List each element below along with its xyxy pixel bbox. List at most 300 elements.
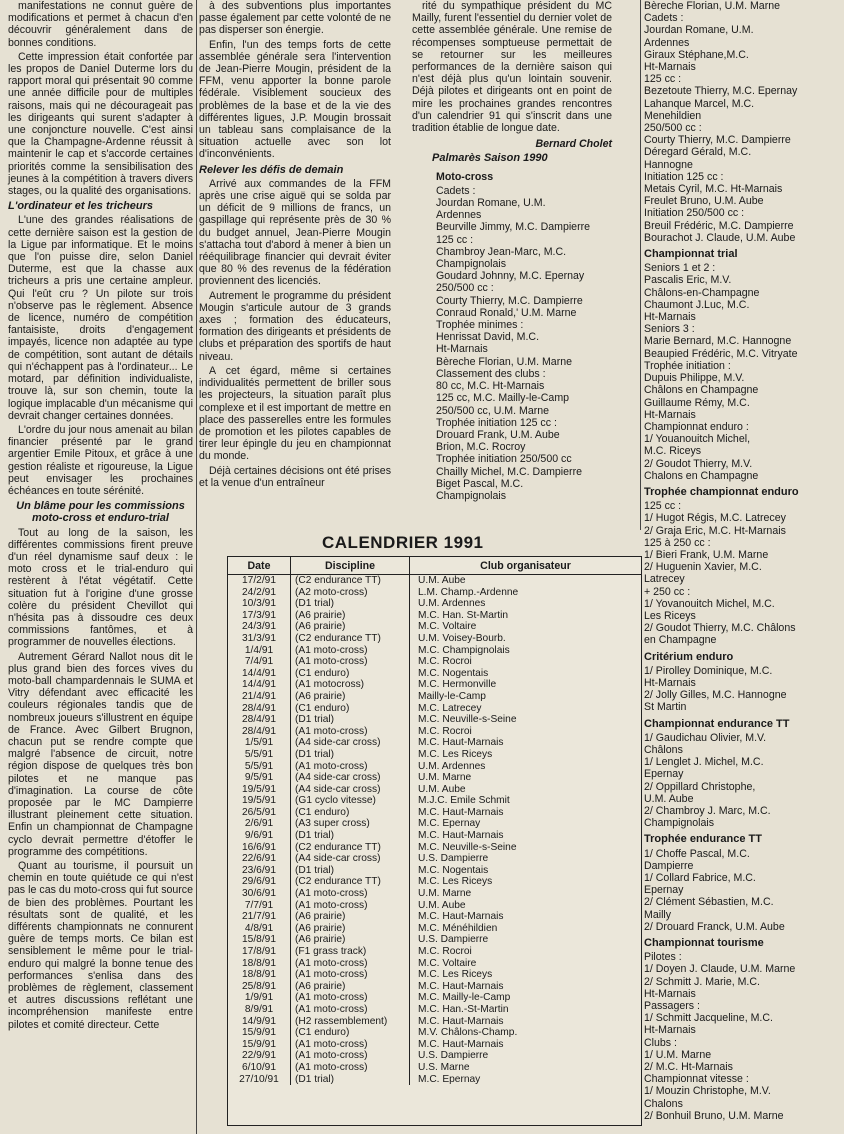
palmares-line: M.C. Riceys — [644, 445, 702, 458]
event-club: M.C. Haut-Marnais — [418, 911, 504, 923]
palmares-line: 1/ Youanouitch Michel, — [644, 433, 751, 446]
palmares-line: Trophée initiation : — [644, 359, 731, 372]
event-date: 2/6/91 — [228, 818, 291, 830]
event-date: 8/9/91 — [228, 1004, 291, 1016]
calendar-table — [228, 557, 641, 1085]
header-date: Date — [228, 557, 291, 575]
event-date: 30/6/91 — [228, 888, 291, 900]
event-discipline: (A1 moto-cross) — [291, 1004, 410, 1016]
event-date: 5/5/91 — [228, 749, 291, 761]
event-discipline: (A1 moto-cross) — [291, 969, 410, 981]
event-club: U.S. Marne — [418, 1061, 470, 1073]
palmares-line: 1/ Doyen J. Claude, U.M. Marne — [644, 963, 796, 976]
palmares-line: Cadets : — [644, 12, 684, 25]
event-date: 15/9/91 — [228, 1039, 291, 1051]
palmares-line: Ht-Marnais — [644, 1024, 696, 1037]
calendar-row — [228, 656, 641, 668]
palmares-line: Breuil Frédéric, M.C. Dampierre — [644, 219, 794, 232]
calendar-row — [228, 981, 641, 993]
palmares-line: Classement des clubs : — [436, 367, 546, 380]
palmares-line: Bèreche Florian, U.M. Marne — [644, 0, 781, 12]
palmares-line: St Martin — [644, 701, 687, 714]
palmares-line: Ht-Marnais — [644, 408, 696, 421]
palmares-line: 1/ Gaudichau Olivier, M.V. — [644, 731, 767, 744]
calendar-row — [228, 691, 641, 703]
article-column-1 — [8, 0, 193, 1033]
event-club: M.C. Neuville-s-Seine — [418, 841, 517, 853]
palmares-line: Pascalis Eric, M.V. — [644, 274, 732, 287]
palmares-line: 80 cc, M.C. Ht-Marnais — [436, 380, 545, 393]
event-club: U.M. Marne — [418, 888, 472, 900]
palmares-line: 2/ Jolly Gilles, M.C. Hannogne — [644, 689, 787, 702]
event-club: M.C. Rocroi — [418, 725, 472, 737]
event-date: 28/4/91 — [228, 714, 291, 726]
palmares-line: Chalons — [644, 1097, 683, 1110]
palmares-title: Palmarès Saison 1990 — [432, 152, 548, 165]
event-discipline: (A6 prairie) — [291, 691, 410, 703]
calendar-row — [228, 934, 641, 946]
palmares-line: Epernay — [644, 884, 684, 897]
event-date: 24/3/91 — [228, 621, 291, 633]
palmares-line: 125 cc : — [644, 73, 682, 86]
calendar-row — [228, 703, 641, 715]
calendar-row — [228, 575, 641, 587]
palmares-line: Champignolais — [644, 817, 715, 830]
event-club: U.S. Dampierre — [418, 1050, 489, 1062]
calendar-row — [228, 679, 641, 691]
calendar-row — [228, 1027, 641, 1039]
calendar-row — [228, 737, 641, 749]
category-heading: Championnat trial — [644, 248, 738, 261]
event-club: M.C. Epernay — [418, 1073, 481, 1085]
calendar-row — [228, 1074, 641, 1086]
event-date: 21/7/91 — [228, 911, 291, 923]
palmares-list — [412, 185, 612, 502]
palmares-line: Bezetoute Thierry, M.C. Epernay — [644, 85, 798, 98]
palmares-line: Brion, M.C. Rocroy — [436, 441, 526, 454]
palmares-line: 125 cc, M.C. Mailly-le-Camp — [436, 392, 570, 405]
palmares-line: Mailly — [644, 908, 672, 921]
column-rule — [196, 0, 197, 1134]
event-club: M.C. Rocroi — [418, 946, 472, 957]
calendar-body — [228, 575, 641, 1086]
event-date: 23/6/91 — [228, 865, 291, 877]
event-club: M.C. Ménéhildien — [418, 922, 498, 934]
event-discipline: (C2 endurance TT) — [291, 575, 410, 587]
palmares-line: Epernay — [644, 768, 684, 781]
palmares-line: Drouard Frank, U.M. Aube — [436, 428, 560, 441]
palmares-line: Chalons en Champagne — [644, 469, 759, 482]
palmares-line: Biget Pascal, M.C. — [436, 477, 524, 490]
paragraph: Quant au tourisme, il poursuit un chemin en toute quiétude ce qui n'est pas le cas du moto-cross qui fut source de bien des problèmes. Pourtant les résultats sont de qualité, et les différents championnats ne connurent guère de temps morts. Ce bilan est sensiblement le même pour le trial-enduro qui malgré la bonne tenue des performances s'enlisa dans des problèmes de règlement, classement et autres discussions reflétant une incompréhension manifeste entre pilotes et comité directeur. Cette — [8, 860, 193, 1031]
palmares-line: Jourdan Romane, U.M. — [644, 24, 754, 37]
palmares-line: Chambroy Jean-Marc, M.C. — [436, 245, 567, 258]
palmares-line: 2/ Drouard Franck, U.M. Aube — [644, 920, 785, 933]
event-club: M.C. Rocroi — [418, 656, 472, 668]
calendar-row — [228, 830, 641, 842]
event-club: M.V. Châlons-Champ. — [418, 1027, 518, 1039]
event-discipline: (F1 grass track) — [291, 946, 410, 958]
palmares-line: U.M. Aube — [644, 792, 694, 805]
calendar-row — [228, 992, 641, 1004]
palmares-line: 2/ Graja Eric, M.C. Ht-Marnais — [644, 524, 786, 537]
event-club: U.M. Aube — [418, 575, 466, 586]
palmares-line: Courty Thierry, M.C. Dampierre — [436, 294, 583, 307]
event-date: 5/5/91 — [228, 761, 291, 773]
palmares-line: 1/ Choffe Pascal, M.C. — [644, 847, 750, 860]
palmares-line: Freulet Bruno, U.M. Aube — [644, 195, 764, 208]
paragraph: Déjà certaines décisions ont été prises et la venue d'un entraîneur — [199, 464, 391, 489]
event-date: 9/5/91 — [228, 772, 291, 784]
palmares-line: Jourdan Romane, U.M. — [436, 197, 546, 210]
event-date: 25/8/91 — [228, 981, 291, 993]
event-club: U.M. Ardennes — [418, 760, 486, 772]
calendar-row — [228, 726, 641, 738]
palmares-line: Hannogne — [644, 158, 693, 171]
event-discipline: (C1 enduro) — [291, 703, 410, 715]
palmares-line: Lahanque Marcel, M.C. — [644, 97, 755, 110]
palmares-line: Metais Cyril, M.C. Ht-Marnais — [644, 183, 783, 196]
palmares-line: 1/ Collard Fabrice, M.C. — [644, 872, 756, 885]
event-club: M.C. Nogentais — [418, 667, 489, 679]
palmares-line: Championnat vitesse : — [644, 1073, 749, 1086]
event-date: 16/6/91 — [228, 842, 291, 854]
event-discipline: (A1 moto-cross) — [291, 726, 410, 738]
event-club: M.C. Hermonville — [418, 679, 497, 691]
event-discipline: (A4 side-car cross) — [291, 784, 410, 796]
calendar-row — [228, 668, 641, 680]
paragraph: A cet égard, même si certaines individualités permettent de briller sous les projecteurs, la situation paraît plus complexe et il est important de mettre en place des passerelles entre les formules de promotion et les pilotes capables de tirer leur épingle du jeu en championnat du monde. — [199, 364, 391, 463]
event-discipline: (A6 prairie) — [291, 621, 410, 633]
palmares-line: Cadets : — [436, 184, 476, 197]
event-club: M.C. Han.-St-Martin — [418, 1003, 509, 1015]
palmares-line: Chaumont J.Luc, M.C. — [644, 298, 750, 311]
event-discipline: (A6 prairie) — [291, 911, 410, 923]
palmares-line: Ht-Marnais — [644, 676, 696, 689]
palmares-line: Guillaume Rémy, M.C. — [644, 396, 750, 409]
paragraph: L'une des grandes réalisations de cette dernière saison est la gestion de la Ligue par informatique. Et le moins que l'on puisse dire, selon Daniel Duterme, est que la chasse aux tricheurs a pris une certaine ampleur. Qui l'eût cru ? Un pilote sur trois n'observe pas le règlement. Absence de licence, numéro de compétition fantaisiste, droits d'engagement impayés, licence non adaptée au type de compétition, sont autant de détails qui n'échappent pas à l'ordinateur... Le motard, par définition individualiste, trouve là, sur son chemin, toute la logique implacable d'un mécanisme qui devrait changer certaines données. — [8, 214, 193, 422]
event-date: 21/4/91 — [228, 691, 291, 703]
calendar-row — [228, 1039, 641, 1051]
calendar-row — [228, 946, 641, 958]
calendar-row — [228, 842, 641, 854]
paragraph: rité du sympathique président du MC Mailly, furent l'essentiel du dernier volet de cette assemblée générale. Une remise de récompenses somptueuse permettait de se retourner sur les meilleures performances de la dernière saison qui n'est déjà plus qu'un lointain souvenir. Déjà pilotes et dirigeants ont en point de mire les prochaines grandes rencontres d'un calendrier 91 qui s'inscrit dans une tradition établie de longue date. — [412, 0, 612, 135]
event-club: U.S. Dampierre — [418, 934, 489, 946]
calendar-row — [228, 610, 641, 622]
palmares-line: Clubs : — [644, 1036, 677, 1049]
paragraph: à des subventions plus importantes passe également par cette volonté de ne pas disperser son énergie. — [199, 0, 391, 37]
event-date: 17/3/91 — [228, 610, 291, 622]
event-discipline: (H2 rassemblement) — [291, 1016, 410, 1028]
palmares-line: 1/ Yovanouitch Michel, M.C. — [644, 597, 775, 610]
event-date: 19/5/91 — [228, 795, 291, 807]
event-discipline: (A4 side-car cross) — [291, 853, 410, 865]
event-date: 22/9/91 — [228, 1050, 291, 1062]
event-date: 24/2/91 — [228, 587, 291, 599]
event-discipline: (A1 moto-cross) — [291, 761, 410, 773]
event-club: M.C. Haut-Marnais — [418, 806, 504, 818]
event-club: U.M. Marne — [418, 772, 472, 784]
event-club: M.C. Nogentais — [418, 864, 489, 876]
palmares-line: 250/500 cc : — [436, 282, 494, 295]
paragraph: Enfin, l'un des temps forts de cette assemblée générale sera l'intervention de Jean-Pierre Mougin, président de la FFM, venu apporter la bonne parole fédérale. Visiblement soucieux des problèmes de la base et de la vie des différentes ligues, J.P. Mougin brossait un tableau sans complaisance de la situation actuelle avec son lot d'inconvénients. — [199, 38, 391, 161]
event-discipline: (A2 moto-cross) — [291, 587, 410, 599]
event-discipline: (A1 moto-cross) — [291, 645, 410, 657]
event-discipline: (A6 prairie) — [291, 934, 410, 946]
calendar-row — [228, 621, 641, 633]
palmares-line: 2/ Clément Sébastien, M.C. — [644, 896, 774, 909]
paragraph: L'ordre du jour nous amenait au bilan financier présenté par le grand argentier Emile Pitoux, et grâce à une gestion réaliste et rigoureuse, la Ligue peut envisager les prochaines échéances en toute sérénité. — [8, 423, 193, 497]
event-club: M.C. Les Riceys — [418, 969, 493, 981]
palmares-line: 2/ Oppillard Christophe, — [644, 780, 756, 793]
palmares-line: 1/ Lenglet J. Michel, M.C. — [644, 756, 764, 769]
event-date: 1/4/91 — [228, 645, 291, 657]
event-discipline: (D1 trial) — [291, 830, 410, 842]
palmares-line: Ht-Marnais — [436, 343, 488, 356]
event-club: M.C. Latrecey — [418, 702, 482, 714]
palmares-list — [644, 0, 840, 1122]
calendar-title: CALENDRIER 1991 — [322, 533, 484, 552]
event-date: 19/5/91 — [228, 784, 291, 796]
event-date: 15/9/91 — [228, 1027, 291, 1039]
event-club: M.C. Epernay — [418, 818, 481, 830]
header-discipline: Discipline — [291, 557, 410, 575]
palmares-line: Champignolais — [436, 489, 507, 502]
event-discipline: (C1 enduro) — [291, 668, 410, 680]
palmares-line: en Champagne — [644, 634, 717, 647]
palmares-line: Ardennes — [644, 36, 690, 49]
event-date: 28/4/91 — [228, 703, 291, 715]
event-discipline: (A1 moto-cross) — [291, 1050, 410, 1062]
event-discipline: (C2 endurance TT) — [291, 842, 410, 854]
event-club: M.J.C. Emile Schmit — [418, 795, 510, 807]
event-club: M.C. Haut-Marnais — [418, 737, 504, 749]
section-heading: Relever les défis de demain — [199, 163, 344, 176]
calendar-row — [228, 969, 641, 981]
event-discipline: (A1 moto-cross) — [291, 958, 410, 970]
column-rule — [640, 0, 641, 530]
section-heading: Un blâme pour les commissions moto-cross et enduro-trial — [16, 500, 185, 525]
event-discipline: (G1 cyclo vitesse) — [291, 795, 410, 807]
palmares-line: 1/ U.M. Marne — [644, 1048, 712, 1061]
event-club: U.S. Dampierre — [418, 853, 489, 865]
event-discipline: (D1 trial) — [291, 865, 410, 877]
palmares-line: Dampierre — [644, 859, 694, 872]
event-date: 26/5/91 — [228, 807, 291, 819]
event-discipline: (A1 moto-cross) — [291, 888, 410, 900]
event-club: U.M. Ardennes — [418, 598, 486, 610]
palmares-line: 2/ Goudot Thierry, M.C. Châlons — [644, 622, 796, 635]
palmares-column — [644, 0, 840, 1122]
palmares-line: Châlons-en-Champagne — [644, 286, 760, 299]
palmares-line: Champignolais — [436, 258, 507, 271]
event-date: 15/8/91 — [228, 934, 291, 946]
event-club: L.M. Champ.-Ardenne — [418, 586, 519, 598]
paragraph: Arrivé aux commandes de la FFM après une crise aiguë qui se solda par un déficit de 9 millions de francs, un gaspillage qui représente près de 30 % du budget annuel, Jean-Pierre Mougin s'attacha tout d'abord à mener à bien un rééquilibrage financier qui devrait éviter que 80 % des revenus de la fédération proviennent des licenciés. — [199, 177, 391, 288]
event-date: 14/4/91 — [228, 679, 291, 691]
calendar-row — [228, 818, 641, 830]
palmares-line: 1/ Schmitt Jacqueline, M.C. — [644, 1012, 773, 1025]
palmares-line: Ht-Marnais — [644, 61, 696, 74]
event-discipline: (A1 moto-cross) — [291, 656, 410, 668]
event-date: 1/9/91 — [228, 992, 291, 1004]
event-date: 9/6/91 — [228, 830, 291, 842]
palmares-line: + 250 cc : — [644, 585, 691, 598]
event-date: 31/3/91 — [228, 633, 291, 645]
palmares-line: Déregard Gérald, M.C. — [644, 146, 752, 159]
calendar-row — [228, 598, 641, 610]
event-club: M.C. Les Riceys — [418, 748, 493, 760]
author-signature: Bernard Cholet — [535, 138, 612, 151]
palmares-line: Pilotes : — [644, 951, 682, 964]
event-date: 14/4/91 — [228, 668, 291, 680]
paragraph: Autrement Gérard Nallot nous dit le plus grand bien des forces vives du moto-ball champardennais le SUMA et Vitry défendant avec efficacité les couleurs régionales tandis que de nombreux joueurs s'illustrent en équipe de France. Avec Gilbert Brugnon, chacun put se rendre compte que malgré l'absence de circuit, notre région dispose de quelques très bon pilotes et ne manque pas d'imagination. La course de côte proposée par le MC Dampierre illustrant pleinement cette situation. Enfin un championnat de Champagne cyclo devrait permettre d'étoffer le programme des compétitions. — [8, 650, 193, 858]
calendar-row — [228, 900, 641, 912]
palmares-line: Giraux Stéphane,M.C. — [644, 48, 749, 61]
palmares-line: 2/ M.C. Ht-Marnais — [644, 1061, 733, 1074]
event-discipline: (A1 motocross) — [291, 679, 410, 691]
palmares-line: Seniors 1 et 2 : — [644, 262, 716, 275]
calendar-header-row — [228, 557, 641, 575]
palmares-line: Bourachot J. Claude, U.M. Aube — [644, 231, 796, 244]
event-club: M.C. Haut-Marnais — [418, 1038, 504, 1050]
category-heading: Championnat tourisme — [644, 937, 764, 950]
event-club: M.C. Neuville-s-Seine — [418, 714, 517, 726]
palmares-line: Passagers : — [644, 1000, 700, 1013]
calendar-row — [228, 1016, 641, 1028]
event-discipline: (C1 enduro) — [291, 807, 410, 819]
event-date: 18/8/91 — [228, 969, 291, 981]
event-date: 1/5/91 — [228, 737, 291, 749]
event-date: 17/2/91 — [228, 575, 291, 587]
event-date: 4/8/91 — [228, 923, 291, 935]
palmares-line: 250/500 cc : — [644, 122, 702, 135]
event-discipline: (A1 moto-cross) — [291, 992, 410, 1004]
palmares-line: Ardennes — [436, 209, 482, 222]
calendar-row — [228, 923, 641, 935]
paragraph: Tout au long de la saison, les différentes commissions firent preuve d'un réel dynamisme sauf deux : le moto cross et le trial-enduro qui restèrent à l'état végétatif. Cette situation fut à l'origine d'une grosse colère du président Chevillot qui n'hésita pas à dissoudre ces deux commissions fantômes, et à programmer de nouvelles élections. — [8, 526, 193, 649]
event-discipline: (A6 prairie) — [291, 610, 410, 622]
event-club: U.M. Aube — [418, 783, 466, 795]
calendar-row — [228, 1050, 641, 1062]
calendar-table-box — [227, 556, 642, 1126]
event-discipline: (A6 prairie) — [291, 923, 410, 935]
calendar-row — [228, 645, 641, 657]
event-date: 27/10/91 — [228, 1074, 291, 1086]
palmares-line: Trophée initiation 125 cc : — [436, 416, 557, 429]
palmares-line: Goudard Johnny, M.C. Epernay — [436, 270, 585, 283]
event-discipline: (C1 enduro) — [291, 1027, 410, 1039]
palmares-line: Latrecey — [644, 573, 685, 586]
palmares-line: Châlons en Champagne — [644, 384, 759, 397]
event-date: 29/6/91 — [228, 876, 291, 888]
palmares-line: Trophée minimes : — [436, 319, 524, 332]
event-discipline: (A3 super cross) — [291, 818, 410, 830]
event-date: 14/9/91 — [228, 1016, 291, 1028]
palmares-line: Trophée initiation 250/500 cc — [436, 453, 572, 466]
event-discipline: (D1 trial) — [291, 1074, 410, 1086]
event-club: M.C. Voltaire — [418, 957, 477, 969]
palmares-line: 250/500 cc, U.M. Marne — [436, 404, 550, 417]
palmares-line: Championnat enduro : — [644, 420, 749, 433]
event-discipline: (D1 trial) — [291, 714, 410, 726]
palmares-line: Initiation 125 cc : — [644, 170, 724, 183]
category-heading: Championnat endurance TT — [644, 717, 790, 730]
palmares-line: Menehildien — [644, 109, 702, 122]
palmares-line: Les Riceys — [644, 609, 696, 622]
category-heading: Critérium enduro — [644, 650, 734, 663]
event-date: 10/3/91 — [228, 598, 291, 610]
event-date: 7/7/91 — [228, 900, 291, 912]
section-heading: L'ordinateur et les tricheurs — [8, 200, 154, 213]
event-club: U.M. Aube — [418, 899, 466, 911]
palmares-line: 125 cc : — [436, 233, 474, 246]
article-column-2 — [199, 0, 391, 491]
palmares-line: 2/ Goudot Thierry, M.V. — [644, 457, 753, 470]
calendar-row — [228, 761, 641, 773]
calendar-row — [228, 807, 641, 819]
palmares-line: Beurville Jimmy, M.C. Dampierre — [436, 221, 591, 234]
event-club: M.C. Mailly-le-Camp — [418, 992, 511, 1004]
paragraph: Autrement le programme du président Mougin s'articule autour de 3 grands axes ; formation des éducateurs, formation des dirigeants et présidents de clubs et préparation des sportifs de haut niveau. — [199, 289, 391, 363]
palmares-line: 1/ Pirolley Dominique, M.C. — [644, 664, 773, 677]
palmares-line: Châlons — [644, 743, 683, 756]
event-club: M.C. Haut-Marnais — [418, 980, 504, 992]
calendar-row — [228, 888, 641, 900]
event-club: M.C. Les Riceys — [418, 876, 493, 888]
event-date: 6/10/91 — [228, 1062, 291, 1074]
event-date: 18/8/91 — [228, 958, 291, 970]
palmares-line: 125 cc : — [644, 500, 682, 513]
event-discipline: (A4 side-car cross) — [291, 737, 410, 749]
palmares-line: Chailly Michel, M.C. Dampierre — [436, 465, 582, 478]
palmares-line: 2/ Bonhuil Bruno, U.M. Marne — [644, 1109, 784, 1122]
event-discipline: (A1 moto-cross) — [291, 900, 410, 912]
palmares-line: Bèreche Florian, U.M. Marne — [436, 355, 573, 368]
event-discipline: (A6 prairie) — [291, 981, 410, 993]
palmares-line: Dupuis Philippe, M.V. — [644, 372, 745, 385]
event-discipline: (C2 endurance TT) — [291, 876, 410, 888]
calendar-row — [228, 784, 641, 796]
calendar-row — [228, 876, 641, 888]
category-heading: Trophée endurance TT — [644, 833, 762, 846]
palmares-line: 2/ Huguenin Xavier, M.C. — [644, 561, 762, 574]
calendar-row — [228, 1004, 641, 1016]
palmares-line: Initiation 250/500 cc : — [644, 207, 745, 220]
motocross-heading: Moto-cross — [436, 170, 494, 183]
calendar-row — [228, 958, 641, 970]
event-discipline: (D1 trial) — [291, 598, 410, 610]
palmares-line: 1/ Mouzin Christophe, M.V. — [644, 1085, 771, 1098]
palmares-line: Courty Thierry, M.C. Dampierre — [644, 134, 791, 147]
palmares-line: 1/ Hugot Régis, M.C. Latrecey — [644, 512, 786, 525]
event-date: 22/6/91 — [228, 853, 291, 865]
calendar-row — [228, 865, 641, 877]
palmares-line: Ht-Marnais — [644, 311, 696, 324]
calendar-row — [228, 714, 641, 726]
article-column-3 — [412, 0, 612, 502]
calendar-row — [228, 1062, 641, 1074]
event-discipline: (A4 side-car cross) — [291, 772, 410, 784]
event-club: M.C. Han. St-Martin — [418, 609, 509, 621]
event-club: Mailly-le-Camp — [418, 690, 486, 702]
palmares-line: Beaupied Frédéric, M.C. Vitryate — [644, 347, 798, 360]
event-club: M.C. Voltaire — [418, 621, 477, 633]
calendar-row — [228, 853, 641, 865]
palmares-line: 1/ Bieri Frank, U.M. Marne — [644, 548, 769, 561]
palmares-line: Henrissat David, M.C. — [436, 331, 540, 344]
event-club: M.C. Champignolais — [418, 644, 510, 656]
